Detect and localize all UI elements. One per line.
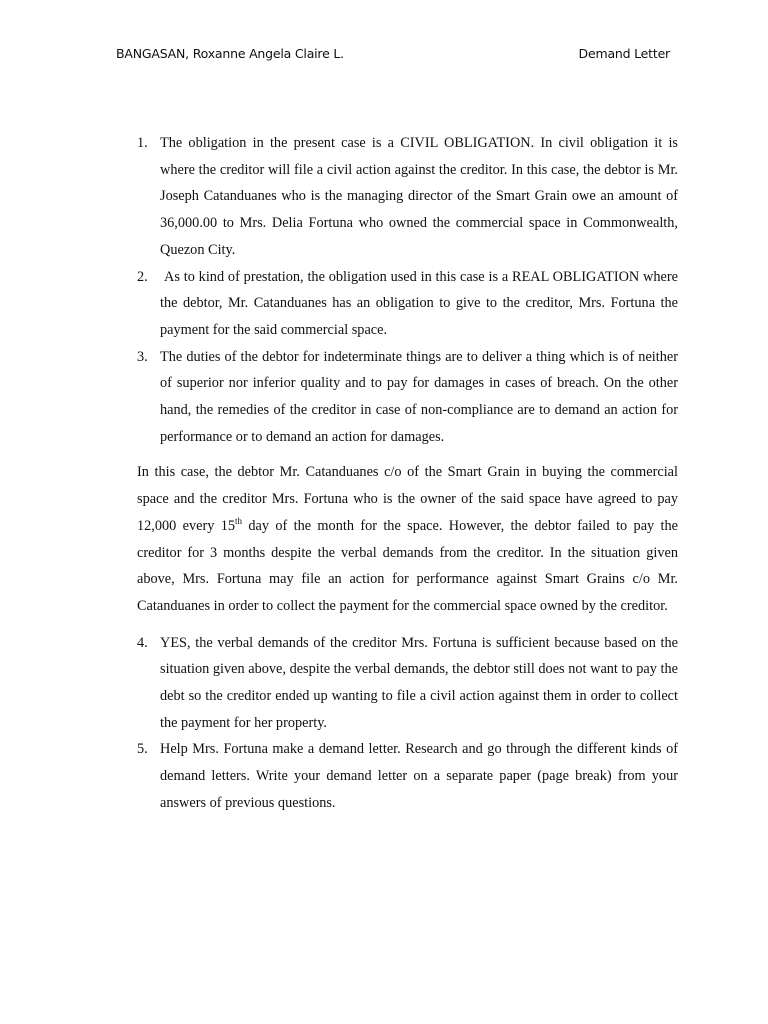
list-item-3 bbox=[137, 344, 678, 451]
list-item-text: The obligation in the present case is a CIVIL OBLIGATION. In civil obligation it is where the creditor will file a civil action against the creditor. In this case, the debtor is Mr. Joseph Catanduanes who is the managing director of the Smart Grain owe an amount of 36,000.00 to Mrs. Delia Fortuna who owned the commercial space in Commonwealth, Quezon City. bbox=[160, 135, 678, 258]
list-item-text: The duties of the debtor for indeterminate things are to deliver a thing which is of neither of superior nor inferior quality and to pay for damages in cases of breach. On the other hand, the remedies of the creditor in case of non-compliance are to demand an action for performance or to demand an action for damages. bbox=[160, 348, 678, 445]
list-item-2 bbox=[137, 264, 678, 344]
list-item-1 bbox=[137, 130, 678, 264]
list-item-number: 2. bbox=[137, 268, 148, 285]
list-item-number: 1. bbox=[137, 135, 148, 151]
list-item-text: As to kind of prestation, the obligation used in this case is a REAL OBLIGATION where the debtor, Mr. Catanduanes has an obligation to give to the creditor, Mrs. Fortuna the payment for the said commercial space. bbox=[160, 268, 678, 338]
list-item-text: YES, the verbal demands of the creditor Mrs. Fortuna is sufficient because based on the situation given above, despite the verbal demands, the debtor still does not want to pay the debt so the creditor ended up wanting to file a civil action against them in order to collect the payment for her property. bbox=[160, 634, 678, 731]
list-item-number: 4. bbox=[137, 634, 148, 651]
list-item-number: 3. bbox=[137, 348, 148, 365]
paragraph-text-part2: day of the month for the space. However, the debtor failed to pay the creditor for 3 months despite the verbal demands from the creditor. In the situation given above, Mrs. Fortuna may file an action for performance against Smart Grains c/o Mr. Catanduanes in order to collect the payment for the commercial space owned by the creditor. bbox=[137, 517, 678, 614]
list-item-5 bbox=[137, 736, 678, 816]
list-item-number: 5. bbox=[137, 741, 148, 758]
header-author: BANGASAN, Roxanne Angela Claire L. bbox=[116, 46, 344, 61]
header-title: Demand Letter bbox=[578, 46, 670, 61]
list-item-text: Help Mrs. Fortuna make a demand letter. Research and go through the different kinds of demand letters. Write your demand letter on a separate paper (page break) from your answers of previous questions. bbox=[160, 741, 678, 811]
paragraph-text-part1: In this case, the debtor Mr. Catanduanes c/o of the Smart Grain in buying the commercial space and the creditor Mrs. Fortuna who is the owner of the said space have agreed to pay 12,000 every 15 bbox=[137, 464, 678, 534]
list-item-4 bbox=[137, 630, 678, 737]
document-body bbox=[137, 130, 678, 817]
body-paragraph bbox=[137, 459, 678, 619]
page-header bbox=[116, 46, 670, 66]
ordinal-superscript: th bbox=[235, 515, 243, 526]
